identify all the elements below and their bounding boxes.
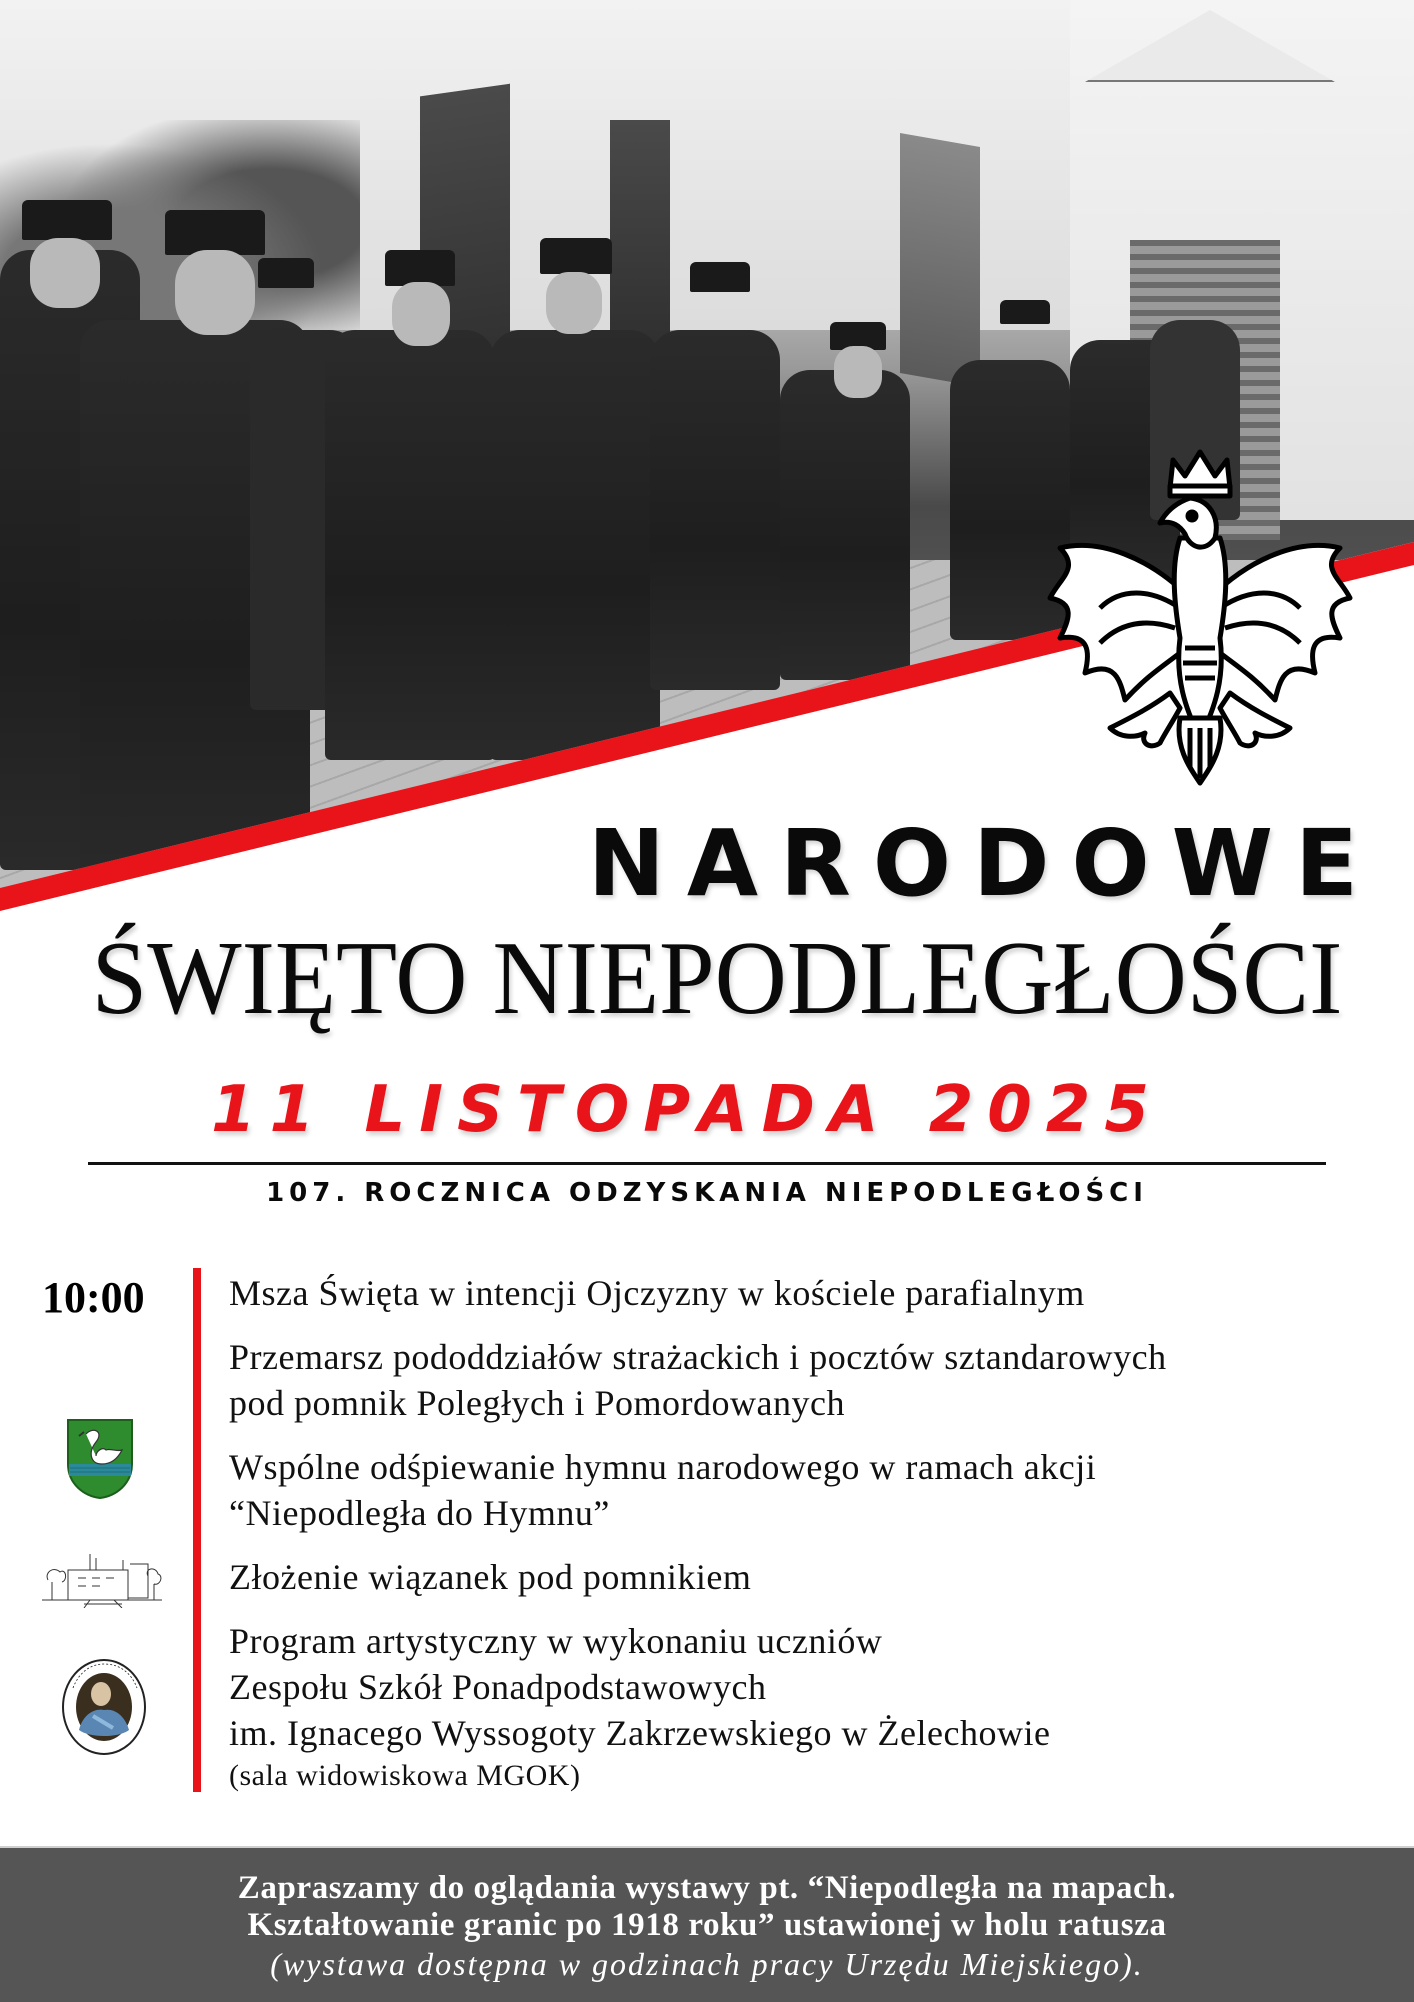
title-line-2: ŚWIĘTO NIEPODLEGŁOŚCI: [91, 919, 1343, 1037]
schedule-red-rule: [193, 1268, 201, 1792]
exhibition-footer: [0, 1846, 1414, 2002]
schedule-item-text: Program artystyczny w wykonaniu uczniów: [229, 1621, 883, 1661]
photo-cap: [22, 200, 112, 240]
schedule-list: [229, 1270, 1379, 1814]
schedule-item-text: Msza Święta w intencji Ojczyzny w kościele parafialnym: [229, 1273, 1085, 1313]
photo-marcher: [490, 330, 660, 760]
photo-face: [30, 238, 100, 308]
footer-line-2: Kształtowanie granic po 1918 roku” ustawionej w holu ratusza: [247, 1907, 1167, 1943]
school-seal-icon: [61, 1658, 147, 1756]
photo-marcher: [325, 330, 495, 760]
schedule-item-mass: [229, 1270, 1379, 1316]
photo-banner: [900, 133, 980, 387]
schedule-item-text: Zespołu Szkół Ponadpodstawowych: [229, 1667, 767, 1707]
footer-line-1: Zapraszamy do oglądania wystawy pt. “Niepodległa na mapach.: [237, 1870, 1177, 1906]
hero-section: [0, 0, 1414, 920]
photo-cap: [690, 262, 750, 292]
schedule-item-text: pod pomnik Poległych i Pomordowanych: [229, 1383, 845, 1423]
title-line-1: NARODOWE: [587, 810, 1380, 917]
white-eagle-icon: [1040, 438, 1360, 788]
footer-note: (wystawa dostępna w godzinach pracy Urzędu Miejskiego).: [270, 1946, 1144, 1982]
photo-cap: [258, 258, 314, 288]
event-date: 11 LISTOPADA 2025: [211, 1073, 1163, 1147]
divider-line: [88, 1162, 1326, 1165]
schedule-item-anthem: [229, 1444, 1379, 1536]
swan-coat-of-arms-icon: [66, 1418, 134, 1500]
photo-face: [392, 282, 450, 346]
photo-cap: [540, 238, 612, 274]
photo-face: [175, 250, 255, 335]
photo-banner: [610, 120, 670, 360]
schedule-item-text: Przemarsz pododdziałów strażackich i pocztów sztandarowych: [229, 1337, 1167, 1377]
building-sketch-icon: [38, 1550, 166, 1608]
schedule-item-art-program: [229, 1618, 1379, 1796]
schedule-item-text: im. Ignacego Wyssogoty Zakrzewskiego w Żelechowie: [229, 1713, 1051, 1753]
schedule-item-march: [229, 1334, 1379, 1426]
photo-cap: [385, 250, 455, 286]
photo-marcher: [780, 370, 910, 680]
schedule-item-text: Złożenie wiązanek pod pomnikiem: [229, 1557, 752, 1597]
photo-face: [834, 346, 882, 398]
schedule-item-text: Wspólne odśpiewanie hymnu narodowego w ramach akcji: [229, 1447, 1097, 1487]
photo-cap: [1000, 300, 1050, 324]
photo-marcher: [650, 330, 780, 690]
schedule-item-venue-note: (sala widowiskowa MGOK): [229, 1759, 581, 1792]
schedule-time: 10:00: [42, 1273, 145, 1322]
schedule-item-wreaths: [229, 1554, 1379, 1600]
photo-cap: [165, 210, 265, 255]
photo-face: [546, 272, 602, 334]
schedule-item-text: “Niepodległa do Hymnu”: [229, 1493, 610, 1533]
anniversary-subtitle: 107. ROCZNICA ODZYSKANIA NIEPODLEGŁOŚCI: [266, 1178, 1148, 1208]
